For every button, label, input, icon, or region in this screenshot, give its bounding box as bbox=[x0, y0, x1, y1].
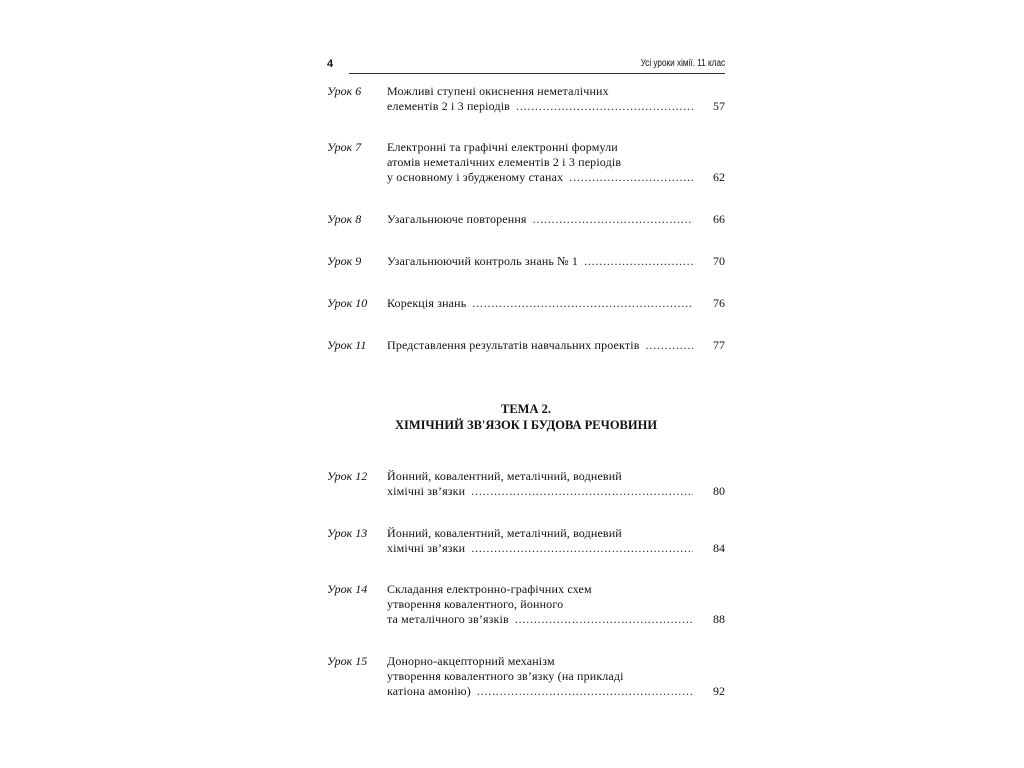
toc-dot-leader bbox=[471, 484, 693, 499]
toc-entry-text bbox=[387, 212, 725, 227]
toc-last-line bbox=[387, 99, 725, 114]
toc-title-line: у основному і збудженому станах bbox=[387, 170, 564, 184]
toc-dot-leader bbox=[472, 296, 693, 311]
toc-title-line: утворення ковалентного, йонного bbox=[387, 597, 564, 611]
toc-title-line: Донорно-акцепторний механізм bbox=[387, 654, 555, 668]
toc-dot-leader bbox=[533, 212, 693, 227]
toc-last-line bbox=[387, 254, 725, 269]
toc-dot-leader bbox=[569, 170, 693, 185]
toc-title-line: Йонний, ковалентний, металічний, водневий bbox=[387, 469, 622, 483]
toc-entry-text bbox=[387, 84, 725, 114]
toc-title-line: та металічного зв’язків bbox=[387, 612, 509, 626]
toc-dot-leader bbox=[584, 254, 693, 269]
toc-dot-leader bbox=[477, 684, 693, 699]
toc-page-number: 92 bbox=[713, 684, 725, 698]
toc-page-number: 88 bbox=[713, 612, 725, 626]
toc-title-line: Можливі ступені окиснення неметалічних bbox=[387, 84, 609, 98]
toc-title-line: Представлення результатів навчальних проектів bbox=[387, 338, 640, 352]
toc-page-number: 80 bbox=[713, 484, 725, 498]
section-title: ХІМІЧНИЙ ЗВ'ЯЗОК І БУДОВА РЕЧОВИНИ bbox=[394, 418, 658, 432]
toc-title-line: утворення ковалентного зв’язку (на прикладі bbox=[387, 669, 624, 683]
running-title: Усі уроки хімії. 11 клас bbox=[640, 58, 725, 69]
toc-entry-text bbox=[387, 140, 725, 185]
toc-dot-leader bbox=[646, 338, 693, 353]
toc-dot-leader bbox=[515, 612, 693, 627]
toc-title-line: Йонний, ковалентний, металічний, водневий bbox=[387, 526, 622, 540]
toc-entry-text bbox=[387, 654, 725, 699]
toc-entry-text bbox=[387, 296, 725, 311]
toc-entry-text bbox=[387, 582, 725, 627]
toc-page-number: 57 bbox=[713, 99, 725, 113]
toc-entry-text bbox=[387, 338, 725, 353]
toc-last-line bbox=[387, 338, 725, 353]
toc-lesson-label: Урок 6 bbox=[327, 84, 362, 98]
toc-page-number: 66 bbox=[713, 212, 725, 226]
toc-last-line bbox=[387, 212, 725, 227]
header-rule bbox=[349, 73, 725, 74]
toc-lesson-label: Урок 7 bbox=[327, 140, 362, 154]
toc-page-number: 76 bbox=[713, 296, 725, 310]
toc-entry-text bbox=[387, 254, 725, 269]
toc-title-line: хімічні зв’язки bbox=[387, 541, 466, 555]
toc-dot-leader bbox=[516, 99, 693, 114]
toc-title-line: катіона амонію) bbox=[387, 684, 471, 698]
toc-lesson-label: Урок 11 bbox=[327, 338, 367, 352]
toc-title-line: хімічні зв’язки bbox=[387, 484, 466, 498]
toc-page-number: 77 bbox=[713, 338, 725, 352]
toc-page-number: 62 bbox=[713, 170, 725, 184]
toc-last-line bbox=[387, 296, 725, 311]
toc-last-line bbox=[387, 541, 725, 556]
toc-last-line bbox=[387, 612, 725, 627]
toc-lesson-label: Урок 13 bbox=[327, 526, 368, 540]
toc-title-line: елементів 2 і 3 періодів bbox=[387, 99, 511, 113]
toc-title-line: Узагальнююче повторення bbox=[387, 212, 527, 226]
page-header bbox=[327, 58, 725, 74]
toc-lesson-label: Урок 9 bbox=[327, 254, 362, 268]
toc-title-line: Корекція знань bbox=[387, 296, 467, 310]
toc-dot-leader bbox=[471, 541, 693, 556]
toc-title-line: Електронні та графічні електронні формули bbox=[387, 140, 618, 154]
toc-lesson-label: Урок 14 bbox=[327, 582, 368, 596]
toc-title-line: Складання електронно-графічних схем bbox=[387, 582, 592, 596]
toc-lesson-label: Урок 8 bbox=[327, 212, 362, 226]
toc-page-number: 70 bbox=[713, 254, 725, 268]
toc-last-line bbox=[387, 170, 725, 185]
toc-lesson-label: Урок 10 bbox=[327, 296, 368, 310]
section-label: ТЕМА 2. bbox=[501, 402, 551, 416]
toc-entry-text bbox=[387, 469, 725, 499]
toc-title-line: Узагальнюючий контроль знань № 1 bbox=[387, 254, 579, 268]
toc-lesson-label: Урок 12 bbox=[327, 469, 368, 483]
toc-entry-text bbox=[387, 526, 725, 556]
page-number: 4 bbox=[327, 58, 334, 70]
toc-last-line bbox=[387, 684, 725, 699]
toc-lesson-label: Урок 15 bbox=[327, 654, 368, 668]
toc-page-number: 84 bbox=[713, 541, 725, 555]
toc-title-line: атомів неметалічних елементів 2 і 3 періодів bbox=[387, 155, 622, 169]
toc-last-line bbox=[387, 484, 725, 499]
section-heading bbox=[327, 401, 725, 433]
